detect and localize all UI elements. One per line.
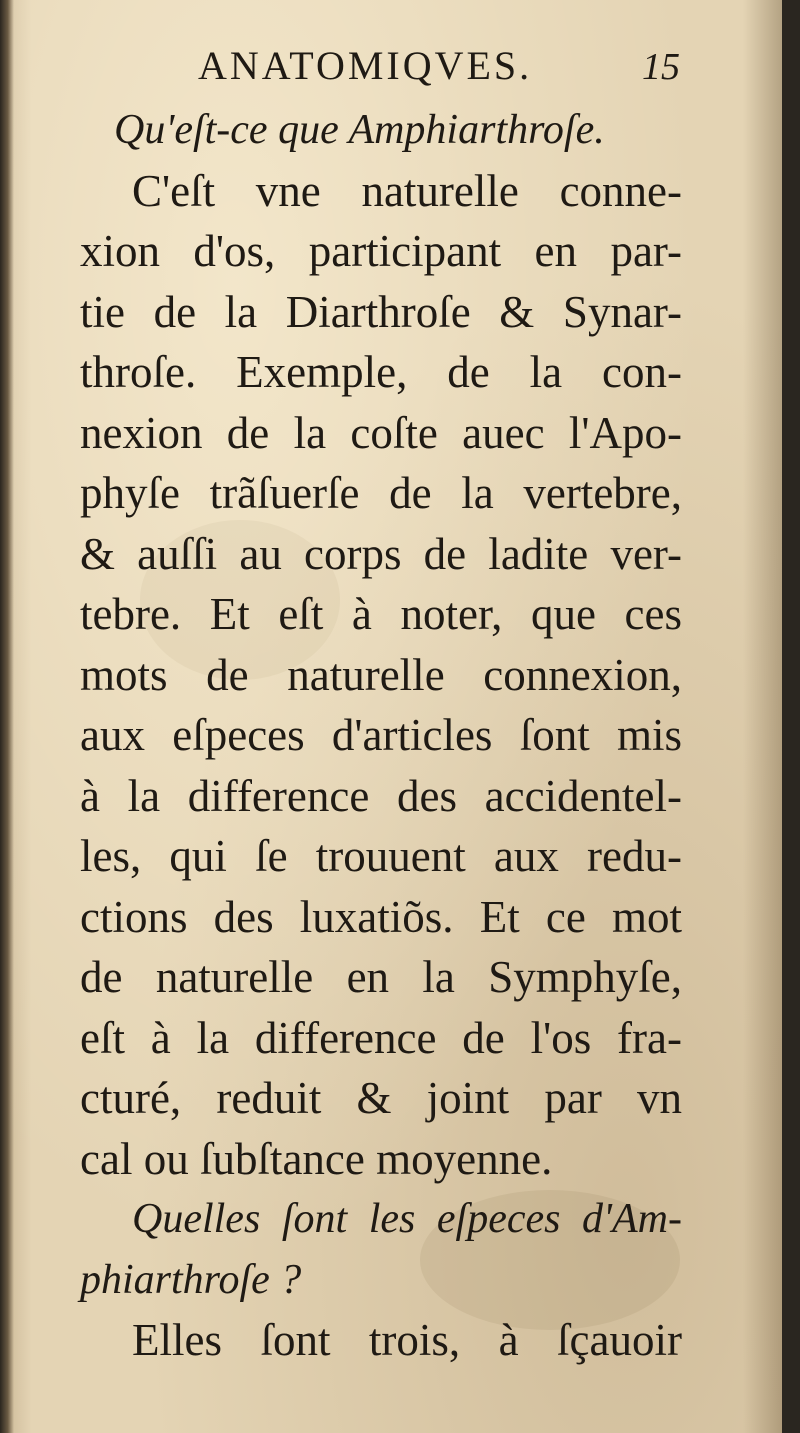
running-head xyxy=(80,42,682,100)
text-line: C'eſt vne naturelle conne- xyxy=(132,165,682,216)
text-line: eſt à la difference de l'os fra- xyxy=(80,1012,682,1063)
running-head-title: ANATOMIQVES. xyxy=(198,43,533,88)
text-line: xion d'os, participant en par- xyxy=(80,226,682,276)
text-line: à la difference des accidentel- xyxy=(80,770,682,821)
question-heading: Qu'eſt-ce que Amphiarthroſe. xyxy=(114,107,605,153)
text-line: tebre. Et eſt à noter, que ces xyxy=(80,589,682,639)
question-heading: phiarthroſe ? xyxy=(80,1256,302,1303)
text-line: throſe. Exemple, de la con- xyxy=(80,347,682,397)
text-line: Elles ſont trois, à ſçauoir xyxy=(132,1315,682,1365)
text-line: aux eſpeces d'articles ſont mis xyxy=(80,710,682,760)
text-line: de naturelle en la Symphyſe, xyxy=(80,952,682,1002)
text-line: tie de la Diarthroſe & Synar- xyxy=(80,286,682,337)
text-line: les, qui ſe trouuent aux redu- xyxy=(80,831,682,881)
text-line: ctions des luxatiõs. Et ce mot xyxy=(80,891,682,942)
text-line: & auſſi au corps de ladite ver- xyxy=(80,528,682,579)
text-line: mots de naturelle connexion, xyxy=(80,649,682,700)
page-text xyxy=(80,42,682,1371)
text-line: cal ou ſubſtance moyenne. xyxy=(80,1133,553,1184)
question-heading: Quelles ſont les eſpeces d'Am- xyxy=(132,1196,682,1242)
text-line: phyſe trãſuerſe de la vertebre, xyxy=(80,468,682,518)
page-number: 15 xyxy=(642,46,680,88)
text-line: cturé, reduit & joint par vn xyxy=(80,1073,682,1123)
page-gutter-shadow xyxy=(0,0,14,1433)
text-line: nexion de la coſte auec l'Apo- xyxy=(80,407,682,458)
